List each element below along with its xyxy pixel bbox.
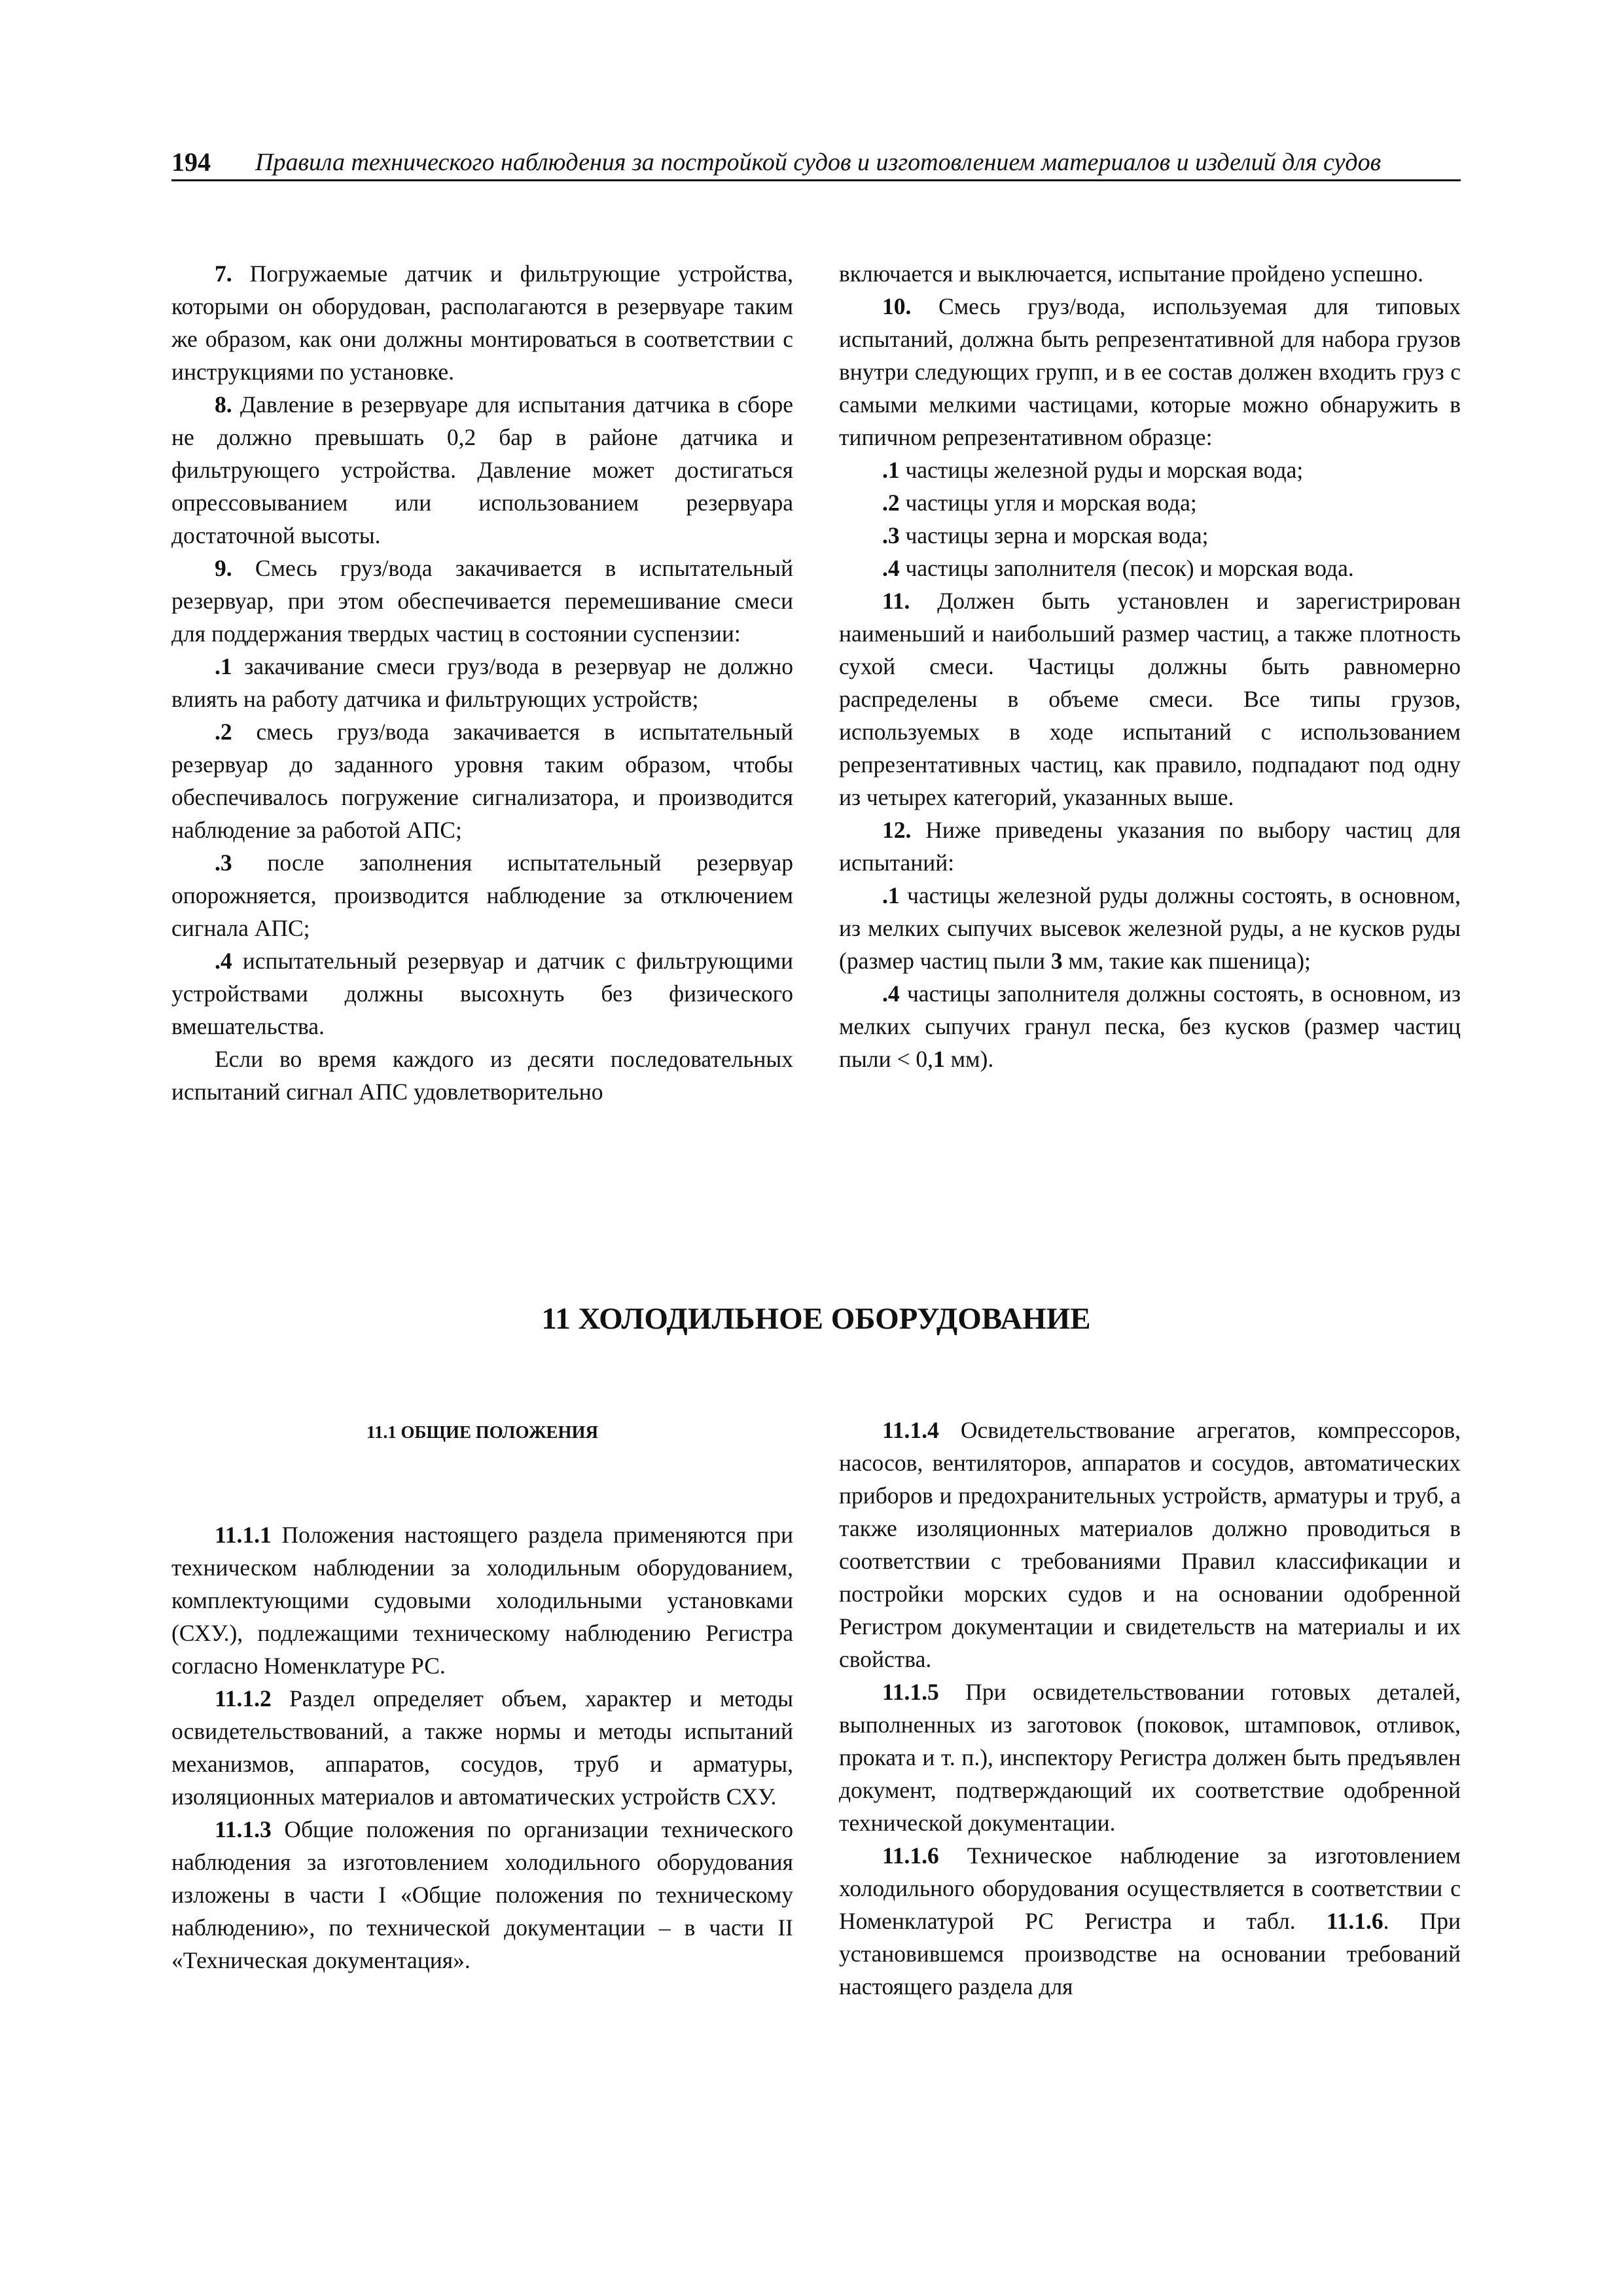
paragraph-continuation: включается и выключается, испытание пройдено успешно. — [839, 260, 1424, 287]
clause-11-1-6: 11.1.6 Техническое наблюдение за изготовлением холодильного оборудования осуществляется в соответствии с Номенклатурой РС Регистра и табл. 11.1.6. При установившемся производстве на основании требований настоящего раздела для — [839, 1842, 1461, 2000]
list-item: .1 частицы железной руды и морская вода; — [882, 457, 1304, 483]
list-item: .1 частицы железной руды должны состоять, в основном, из мелких сыпучих высевок железной руды, а не кусков руды (размер частиц пыли 3 мм, такие как пшеница); — [839, 882, 1461, 974]
paragraph-last: Если во время каждого из десяти последовательных испытаний сигнал АПС удовлетворительно — [171, 1046, 793, 1105]
paragraph-8: 8. Давление в резервуаре для испытания датчика в сборе не должно превышать 0,2 бар в районе датчика и фильтрующего устройства. Давление может достигаться опрессовыванием или использованием резервуара достаточной высоты. — [171, 391, 793, 548]
paragraph-9: 9. Смесь груз/вода закачивается в испытательный резервуар, при этом обеспечивается перемешивание смеси для поддержания твердых частиц в состоянии суспензии: — [171, 555, 793, 647]
paragraph-12: 12. Ниже приведены указания по выбору частиц для испытаний: — [839, 817, 1461, 876]
clause-11-1-4: 11.1.4 Освидетельствование агрегатов, компрессоров, насосов, вентиляторов, аппаратов и сосудов, автоматических приборов и предохранительных устройств, арматуры и труб, а также изоляционных материалов должно проводиться в соответствии с требованиями Правил классификации и постройки морских судов и на основании одобренной Регистром документации и свидетельств на материалы и их свойства. — [839, 1417, 1461, 1672]
clause-11-1-1: 11.1.1 Положения настоящего раздела применяются при техническом наблюдении за холодильным оборудованием, комплектующими судовыми холодильными установками (СХУ.), подлежащими техническому наблюдению Регистра согласно Номенклатуре РС. — [171, 1522, 793, 1679]
running-title: Правила технического наблюдения за постройкой судов и изготовлением материалов и изделий для судов — [255, 149, 1382, 176]
list-item: .3 частицы зерна и морская вода; — [882, 522, 1209, 548]
list-item: .2 смесь груз/вода закачивается в испытательный резервуар до заданного уровня таким образом, чтобы обеспечивалось погружение сигнализатора, и производится наблюдение за работой АПС; — [171, 719, 793, 843]
bottom-right-column — [839, 1414, 1461, 2003]
list-item: .3 после заполнения испытательный резервуар опорожняется, производится наблюдение за отключением сигнала АПС; — [171, 850, 793, 941]
list-item: .4 испытательный резервуар и датчик с фильтрующими устройствами должны высохнуть без физического вмешательства. — [171, 948, 793, 1039]
clause-11-1-5: 11.1.5 При освидетельствовании готовых деталей, выполненных из заготовок (поковок, штамповок, отливок, проката и т. п.), инспектору Регистра должен быть предъявлен документ, подтверждающий их соответствие одобренной технической документации. — [839, 1679, 1461, 1836]
top-right-column — [839, 257, 1461, 1075]
page-number: 194 — [171, 147, 211, 177]
list-item: .1 закачивание смеси груз/вода в резервуар не должно влиять на работу датчика и фильтрующих устройств; — [171, 653, 793, 712]
page-header — [171, 145, 1461, 181]
clause-11-1-2: 11.1.2 Раздел определяет объем, характер и методы освидетельствований, а также нормы и методы испытаний механизмов, аппаратов, сосудов, труб и арматуры, изоляционных материалов и автоматических устройств СХУ. — [171, 1685, 793, 1810]
clause-11-1-3: 11.1.3 Общие положения по организации технического наблюдения за изготовлением холодильного оборудования изложены в части I «Общие положения по техническому наблюдению», по технической документации – в части II «Техническая документация». — [171, 1816, 793, 1973]
paragraph-10: 10. Смесь груз/вода, используемая для типовых испытаний, должна быть репрезентативной для набора грузов внутри следующих групп, и в ее состав должен входить груз с самыми мелкими частицами, которые можно обнаружить в типичном репрезентативном образце: — [839, 293, 1461, 450]
bottom-left-column — [171, 1518, 793, 1977]
list-item: .4 частицы заполнителя должны состоять, в основном, из мелких сыпучих гранул песка, без кусков (размер частиц пыли < 0,1 мм). — [839, 980, 1461, 1072]
paragraph-7: 7. Погружаемые датчик и фильтрующие устройства, которыми он оборудован, располагаются в резервуаре таким же образом, как они должны монтироваться в соответствии с инструкциями по установке. — [171, 260, 793, 385]
list-item: .4 частицы заполнителя (песок) и морская вода. — [882, 555, 1354, 581]
chapter-title: 11 ХОЛОДИЛЬНОЕ ОБОРУДОВАНИЕ — [541, 1302, 1091, 1336]
top-left-column — [171, 257, 793, 1108]
paragraph-11: 11. Должен быть установлен и зарегистрирован наименьший и наибольший размер частиц, а также плотность сухой смеси. Частицы должны быть равномерно распределены в объеме смеси. Все типы грузов, используемых в ходе испытаний с использованием репрезентативных частиц, как правило, подпадают под одну из четырех категорий, указанных выше. — [839, 588, 1461, 810]
section-title: 11.1 ОБЩИЕ ПОЛОЖЕНИЯ — [366, 1422, 599, 1442]
list-item: .2 частицы угля и морская вода; — [882, 490, 1197, 516]
